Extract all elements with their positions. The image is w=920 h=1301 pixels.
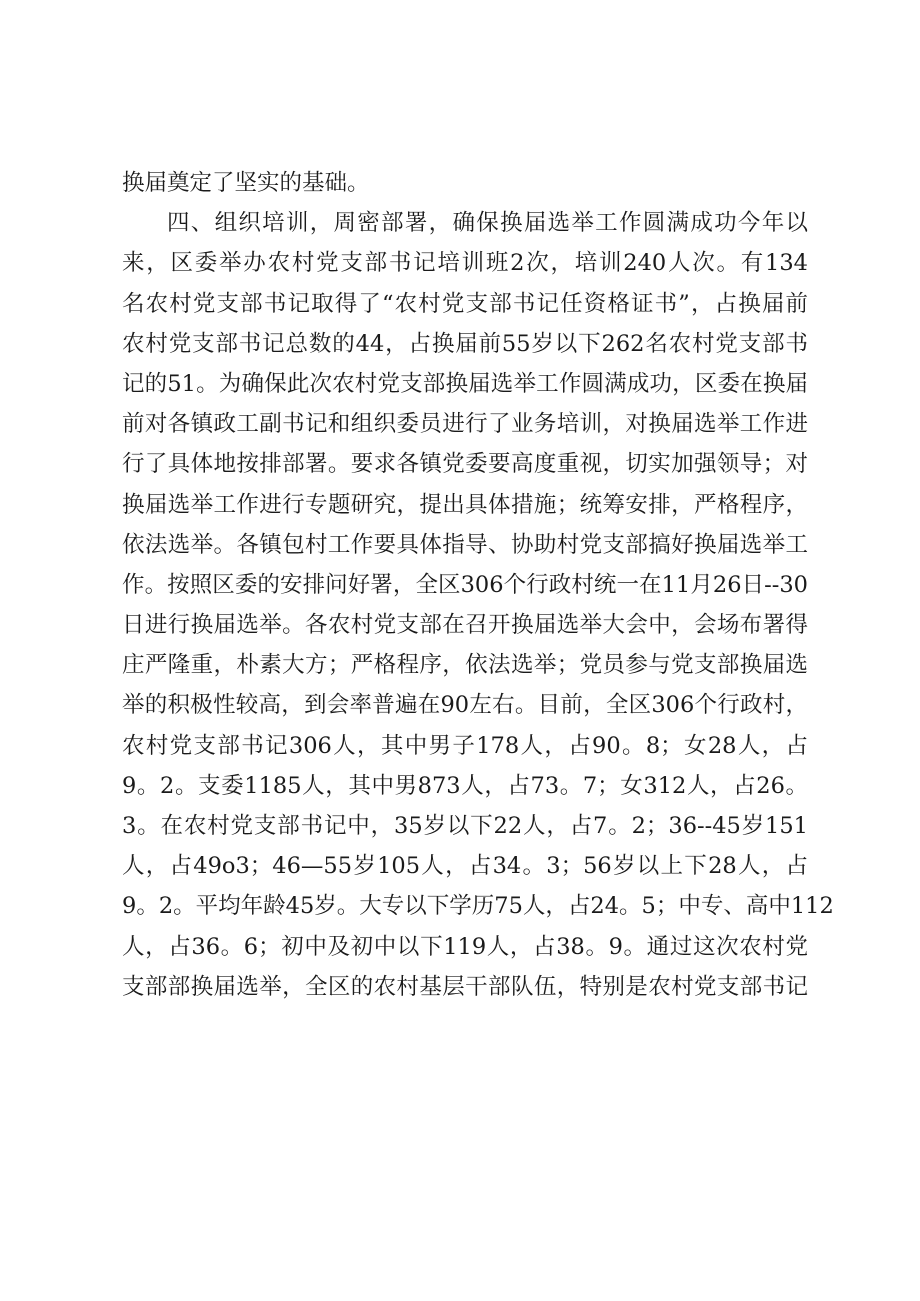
text-line: 庄严隆重，朴素大方；严格程序，依法选举；党员参与党支部换届选 (122, 652, 808, 679)
text-line: 农村党支部书记306人，其中男子178人，占90。8；女28人，占 (122, 732, 808, 759)
text-line: 依法选举。各镇包村工作要具体指导、协助村党支部搞好换届选举工 (122, 531, 808, 558)
text-line: 换届奠定了坚实的基础。 (122, 170, 370, 196)
text-line: 作。按照区委的安排问好署，全区306个行政村统一在11月26日--30 (122, 571, 808, 598)
text-line: 记的51。为确保此次农村党支部换届选举工作圆满成功，区委在换届 (122, 370, 808, 397)
text-line: 名农村党支部书记取得了“农村党支部书记任资格证书”，占换届前 (122, 290, 808, 317)
text-line: 举的积极性较高，到会率普遍在90左右。目前，全区306个行政村， (122, 692, 808, 719)
text-line: 9。2。平均年龄45岁。大专以下学历75人，占24。5；中专、高中112 (122, 893, 834, 920)
text-line: 来，区委举办农村党支部书记培训班2次，培训240人次。有134 (122, 250, 808, 277)
text-line: 9。2。支委1185人，其中男873人，占73。7；女312人，占26。 (122, 772, 808, 799)
document-body (122, 163, 834, 1007)
section-heading-line: 四、组织培训，周密部署，确保换届选举工作圆满成功今年以 (167, 210, 808, 237)
text-line: 行了具体地按排部署。要求各镇党委要高度重视，切实加强领导；对 (122, 451, 808, 478)
text-line: 前对各镇政工副书记和组织委员进行了业务培训，对换届选举工作进 (122, 411, 808, 438)
text-line: 3。在农村党支部书记中，35岁以下22人，占7。2；36--45岁151 (122, 813, 808, 839)
text-line: 换届选举工作进行专题研究，提出具体措施；统筹安排，严格程序， (122, 491, 808, 518)
text-line: 农村党支部书记总数的44，占换届前55岁以下262名农村党支部书 (122, 330, 808, 357)
text-line: 日进行换届选举。各农村党支部在召开换届选举大会中，会场布署得 (122, 612, 808, 639)
text-line: 支部部换届选举，全区的农村基层干部队伍，特别是农村党支部书记 (122, 973, 808, 1000)
text-line: 人，占36。6；初中及初中以下119人，占38。9。通过这次农村党 (122, 933, 808, 960)
text-line: 人，占49o3；46—55岁105人，占34。3；56岁以上下28人，占 (122, 853, 808, 880)
